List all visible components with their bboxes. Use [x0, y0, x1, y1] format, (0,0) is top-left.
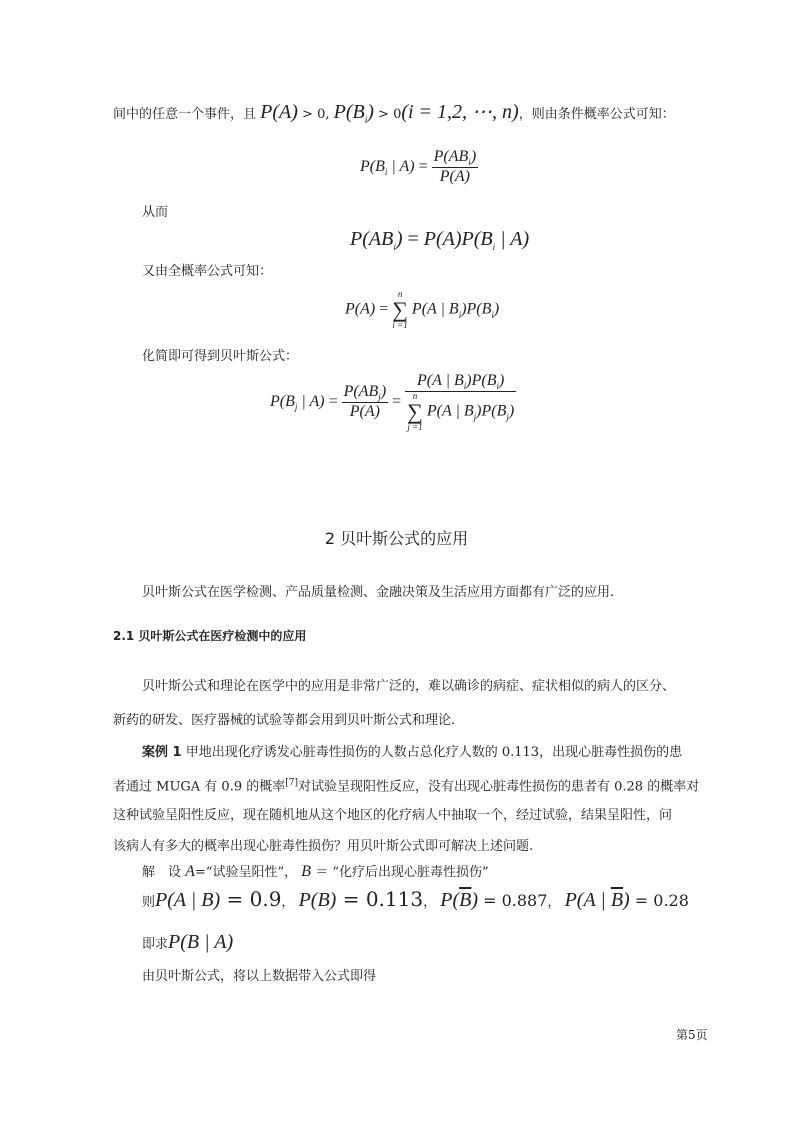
case-line-3: 这种试验呈阳性反应，现在随机地从这个地区的化疗病人中抽取一个，经过试验，结果呈阳性，问	[113, 808, 673, 823]
solve-label: 解 设	[142, 865, 182, 880]
case-line-4: 该病人有多大的概率出现心脏毒性损伤？用贝叶斯公式即可解决上述问题.	[113, 839, 534, 854]
equation-total-probability: P(A) = n ∑ i =1 P(A | $B_i)P(B_i)$	[345, 289, 500, 330]
case-label: 案例 1	[142, 745, 182, 760]
case-text-2a: 者通过 MUGA 有 0.9 的概率	[113, 779, 286, 795]
conjunction-simplify: 化简即可得到贝叶斯公式：	[142, 349, 299, 364]
value-pb: 0.113	[365, 887, 424, 911]
value-pb-complement: 0.887	[501, 891, 548, 910]
case-line-2	[113, 773, 699, 797]
line1-text-a: 间中的任意一个事件，且	[113, 107, 257, 122]
value-pa-given-b-complement: 0.28	[653, 891, 689, 910]
conjunction-total-probability: 又由全概率公式可知：	[142, 264, 273, 279]
conjunction-thus: 从而	[142, 205, 169, 220]
value-pa-given-b: 0.9	[249, 887, 282, 911]
solve-event-a: =“试验呈阳性”，	[194, 865, 298, 880]
equation-bayes: $P(B_j$ | A) = $\frac{P(AB_j)}{P(A)}$ = P(A | $B_i)P(B_i)$ n ∑ j =1 P(A | $B_j)P(B_j)$	[270, 372, 515, 433]
paragraph-1-line-1: 贝叶斯公式和理论在医学中的应用是非常广泛的，难以确诊的病症、症状相似的病人的区分、	[142, 679, 676, 694]
section-title: 2 贝叶斯公式的应用	[324, 529, 469, 548]
page-number: 第5页	[676, 1028, 708, 1042]
section-intro: 贝叶斯公式在医学检测、产品质量检测、金融决策及生活应用方面都有广泛的应用.	[142, 585, 615, 600]
case-line-1	[142, 743, 682, 763]
line1-text-b: ，则由条件概率公式可知：	[518, 107, 675, 122]
given-values-line: 则P(A | B) = 0.9， P(B) = 0.113， $P(\overline{B}) = 0.887$， P(A | $\overline{B}) = 0.28$	[142, 887, 689, 911]
citation-ref: [7]	[285, 778, 298, 788]
equation-conditional-probability: $P(B_i$ | A) = $\frac{P(AB_i)}{P(A)}$	[360, 148, 477, 186]
solve-event-b: ＝ “化疗后出现心脏毒性损伤”	[315, 865, 489, 880]
formula-pa-positive: P(A)	[260, 101, 298, 123]
case-text-2b: 对试验呈现阳性反应，没有出现心脏毒性损伤的患者有 0.28 的概率对	[298, 779, 700, 795]
text-line-1: 间中的任意一个事件，且 P(A) > 0, $P(B_i) > 0(i = 1,2$, ⋯, n)，则由条件概率公式可知：	[113, 101, 675, 125]
final-line: 由贝叶斯公式，将以上数据带入公式即得	[142, 969, 377, 984]
seek-label: 即求	[142, 937, 169, 952]
solution-line: 解 设 A=“试验呈阳性”， B ＝ “化疗后出现心脏毒性损伤”	[142, 863, 489, 880]
then-label: 则	[142, 895, 156, 910]
formula-pbi-positive: $P(B_i)$	[333, 101, 374, 125]
subsection-title: 2.1 贝叶斯公式在医疗检测中的应用	[113, 629, 307, 643]
seek-line: 即求P(B | A)	[142, 931, 234, 953]
paragraph-1-line-2: 新药的研发、医疗器械的试验等都会用到贝叶斯公式和理论.	[113, 713, 456, 728]
equation-multiplication: $P(AB_i) = P(A)P(B_i$ | A)	[350, 228, 530, 252]
case-text-1: 甲地出现化疗诱发心脏毒性损伤的人数占总化疗人数的 0.113，出现心脏毒性损伤的患	[185, 745, 683, 760]
